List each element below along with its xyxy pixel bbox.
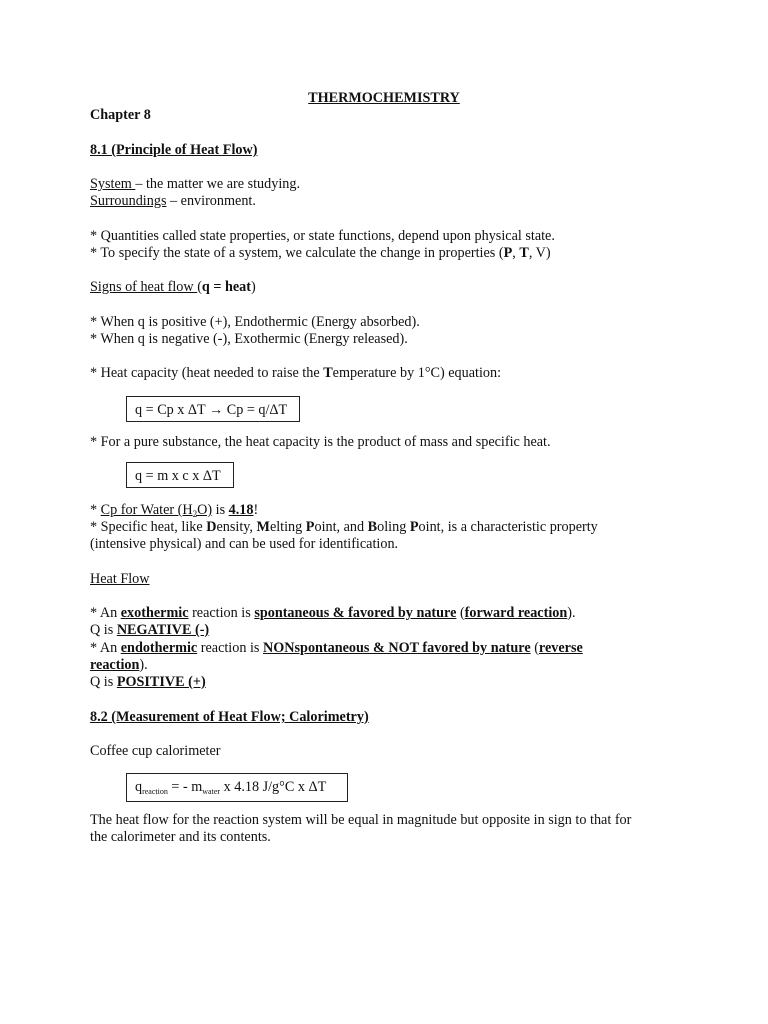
cp-water-star: * (90, 502, 101, 518)
endo-reaction: reaction (90, 657, 140, 673)
sh-d: D (206, 519, 217, 535)
specific-heat-line2: (intensive physical) and can be used for identification. (90, 536, 399, 552)
state-sep2: , V) (528, 245, 551, 261)
signs-q-heat: q = heat (201, 279, 251, 295)
endothermic-line-cont (90, 657, 148, 674)
eq3-mid: = - m (167, 779, 203, 795)
system-term: System (90, 176, 136, 192)
exo-word: exothermic (120, 605, 189, 621)
pure-substance-line: * For a pure substance, the heat capacity is the product of mass and specific heat. (90, 434, 551, 450)
exo-forward: forward reaction (464, 605, 568, 621)
eq3-rest: x 4.18 J/g°C x ΔT (220, 779, 327, 795)
exothermic-q-line (90, 622, 209, 639)
conclusion-line1: The heat flow for the reaction system will be equal in magnitude but opposite in sign to that for (90, 812, 632, 828)
exo-paren-close: ). (567, 605, 576, 621)
cp-water-is: is (212, 502, 229, 518)
heat-capacity-t: T (323, 365, 333, 381)
cp-water-label-pre: Cp for Water (H (100, 502, 193, 518)
eq3-q-subscript: reaction (142, 787, 168, 796)
exo-spontaneous: spontaneous & favored by nature (254, 605, 457, 621)
system-definition (90, 176, 300, 193)
endo-q-value: POSITIVE (+) (116, 674, 206, 690)
eq3-q: q (135, 779, 143, 795)
endo-word: endothermic (120, 640, 198, 656)
cp-water-subscript: 2 (192, 509, 198, 519)
surroundings-term: Surroundings (90, 193, 167, 209)
equation-mass-specific-heat: q = m x c x ΔT (126, 462, 234, 488)
conclusion-line2: the calorimeter and its contents. (90, 829, 271, 845)
equation-heat-capacity: q = Cp x ΔT → Cp = q/ΔT (126, 396, 300, 422)
endothermic-q-line (90, 674, 206, 691)
equation-calorimetry (126, 773, 348, 802)
signs-paren-open: ( (197, 279, 202, 295)
exo-q-pre: Q is (90, 622, 117, 638)
endo-paren-open: ( (530, 640, 539, 656)
state-properties-line2 (90, 245, 551, 262)
exo-q-value: NEGATIVE (-) (116, 622, 210, 638)
endo-pre: * An (90, 640, 121, 656)
cp-water-value: 4.18 (228, 502, 254, 518)
endo-paren-close: ). (139, 657, 148, 673)
system-text: – the matter we are studying. (135, 176, 301, 192)
endothermic-line (90, 640, 583, 657)
chapter-heading: Chapter 8 (90, 107, 151, 123)
cp-water-line (90, 502, 258, 519)
section-8-1-heading: 8.1 (Principle of Heat Flow) (90, 142, 258, 158)
state-t: T (519, 245, 529, 261)
endo-mid: reaction is (197, 640, 263, 656)
exo-pre: * An (90, 605, 121, 621)
heat-capacity-line (90, 365, 501, 382)
eq3-m-subscript: water (202, 787, 221, 796)
signs-paren-close: ) (251, 279, 256, 295)
sh-elting: elting (269, 519, 306, 535)
heat-capacity-pre: * Heat capacity (heat needed to raise the (90, 365, 324, 381)
sh-pre: * Specific heat, like (90, 519, 207, 535)
state-line2-prefix: * To specify the state of a system, we calculate the change in properties ( (90, 245, 504, 261)
q-negative-line: * When q is negative (-), Exothermic (Energy released). (90, 331, 408, 347)
endo-nonspontaneous: NONspontaneous & NOT favored by nature (263, 640, 531, 656)
exothermic-line (90, 605, 576, 622)
sh-oling: oling (377, 519, 410, 535)
exo-paren-open: ( (456, 605, 465, 621)
signs-heat-flow (90, 279, 256, 296)
cp-water-end: ! (253, 502, 259, 518)
heat-flow-heading: Heat Flow (90, 571, 150, 587)
sh-ensity: ensity, (216, 519, 257, 535)
document-title: THERMOCHEMISTRY (308, 90, 460, 106)
specific-heat-line1 (90, 519, 598, 536)
sh-oint-rest: oint, is a characteristic property (418, 519, 598, 535)
state-sep1: , (512, 245, 520, 261)
q-positive-line: * When q is positive (+), Endothermic (Energy absorbed). (90, 314, 420, 330)
sh-p2: P (409, 519, 419, 535)
state-p: P (503, 245, 513, 261)
cp-water-label-post: O) (197, 502, 213, 518)
surroundings-text: – environment. (166, 193, 256, 209)
exo-mid: reaction is (188, 605, 255, 621)
heat-capacity-post: emperature by 1°C) equation: (332, 365, 502, 381)
signs-label: Signs of heat flow (90, 279, 198, 295)
surroundings-definition (90, 193, 256, 210)
sh-oint-and: oint, and (314, 519, 368, 535)
sh-m: M (256, 519, 270, 535)
cp-water-label (101, 502, 212, 518)
endo-reverse: reverse (538, 640, 583, 656)
coffee-cup-label: Coffee cup calorimeter (90, 743, 221, 759)
sh-p1: P (305, 519, 315, 535)
state-properties-line1: * Quantities called state properties, or state functions, depend upon physical state. (90, 228, 555, 244)
section-8-2-heading: 8.2 (Measurement of Heat Flow; Calorimetry) (90, 709, 369, 725)
endo-q-pre: Q is (90, 674, 117, 690)
sh-b: B (367, 519, 378, 535)
